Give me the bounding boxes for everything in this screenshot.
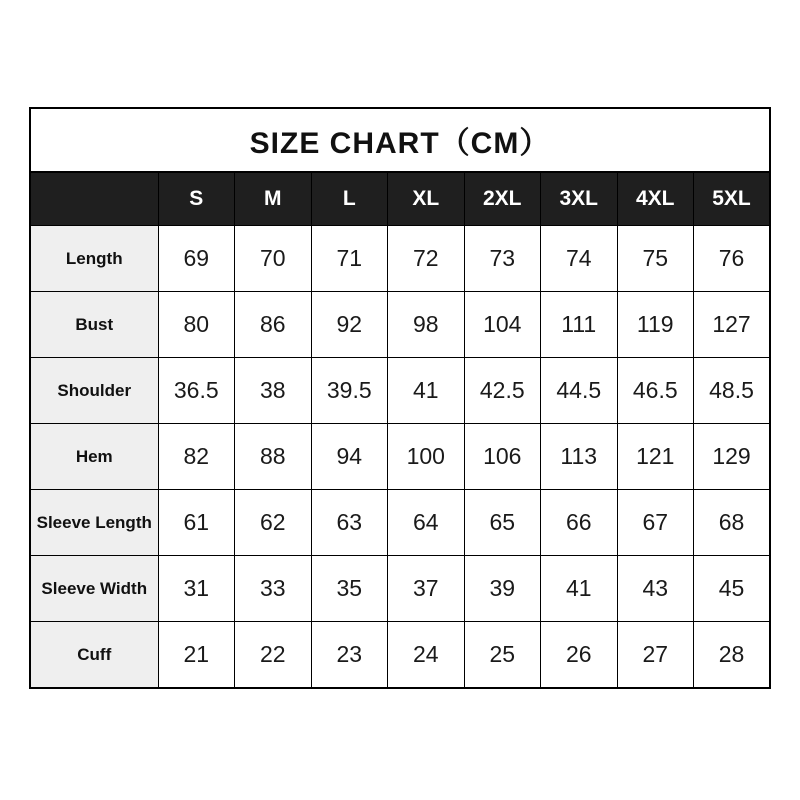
value-cell: 119 bbox=[617, 292, 694, 358]
value-cell: 35 bbox=[311, 556, 388, 622]
table-row bbox=[30, 424, 770, 490]
value-cell: 62 bbox=[235, 490, 312, 556]
value-cell: 66 bbox=[541, 490, 618, 556]
value-cell: 28 bbox=[694, 622, 771, 689]
value-cell: 80 bbox=[158, 292, 235, 358]
size-header-cell: 4XL bbox=[617, 172, 694, 226]
value-cell: 39 bbox=[464, 556, 541, 622]
row-label: Sleeve Length bbox=[30, 490, 158, 556]
value-cell: 39.5 bbox=[311, 358, 388, 424]
size-header-row bbox=[30, 172, 770, 226]
value-cell: 76 bbox=[694, 226, 771, 292]
value-cell: 36.5 bbox=[158, 358, 235, 424]
value-cell: 25 bbox=[464, 622, 541, 689]
value-cell: 113 bbox=[541, 424, 618, 490]
value-cell: 64 bbox=[388, 490, 465, 556]
size-header-cell: 5XL bbox=[694, 172, 771, 226]
value-cell: 23 bbox=[311, 622, 388, 689]
value-cell: 41 bbox=[388, 358, 465, 424]
value-cell: 94 bbox=[311, 424, 388, 490]
value-cell: 72 bbox=[388, 226, 465, 292]
value-cell: 48.5 bbox=[694, 358, 771, 424]
row-label: Hem bbox=[30, 424, 158, 490]
value-cell: 61 bbox=[158, 490, 235, 556]
row-label: Bust bbox=[30, 292, 158, 358]
size-chart-body bbox=[30, 226, 770, 689]
value-cell: 129 bbox=[694, 424, 771, 490]
value-cell: 44.5 bbox=[541, 358, 618, 424]
value-cell: 106 bbox=[464, 424, 541, 490]
table-row bbox=[30, 622, 770, 689]
value-cell: 111 bbox=[541, 292, 618, 358]
size-header-cell: 3XL bbox=[541, 172, 618, 226]
size-header-cell: L bbox=[311, 172, 388, 226]
row-label: Length bbox=[30, 226, 158, 292]
value-cell: 33 bbox=[235, 556, 312, 622]
table-row bbox=[30, 226, 770, 292]
header-corner-cell bbox=[30, 172, 158, 226]
value-cell: 121 bbox=[617, 424, 694, 490]
value-cell: 82 bbox=[158, 424, 235, 490]
value-cell: 88 bbox=[235, 424, 312, 490]
value-cell: 127 bbox=[694, 292, 771, 358]
row-label: Shoulder bbox=[30, 358, 158, 424]
value-cell: 46.5 bbox=[617, 358, 694, 424]
value-cell: 92 bbox=[311, 292, 388, 358]
table-row bbox=[30, 292, 770, 358]
value-cell: 37 bbox=[388, 556, 465, 622]
value-cell: 98 bbox=[388, 292, 465, 358]
value-cell: 43 bbox=[617, 556, 694, 622]
value-cell: 26 bbox=[541, 622, 618, 689]
value-cell: 67 bbox=[617, 490, 694, 556]
value-cell: 38 bbox=[235, 358, 312, 424]
value-cell: 75 bbox=[617, 226, 694, 292]
size-header-cell: S bbox=[158, 172, 235, 226]
size-header-cell: XL bbox=[388, 172, 465, 226]
row-label: Sleeve Width bbox=[30, 556, 158, 622]
value-cell: 86 bbox=[235, 292, 312, 358]
value-cell: 27 bbox=[617, 622, 694, 689]
table-row bbox=[30, 358, 770, 424]
value-cell: 24 bbox=[388, 622, 465, 689]
value-cell: 104 bbox=[464, 292, 541, 358]
value-cell: 22 bbox=[235, 622, 312, 689]
value-cell: 73 bbox=[464, 226, 541, 292]
table-row bbox=[30, 490, 770, 556]
value-cell: 100 bbox=[388, 424, 465, 490]
value-cell: 70 bbox=[235, 226, 312, 292]
value-cell: 63 bbox=[311, 490, 388, 556]
value-cell: 68 bbox=[694, 490, 771, 556]
value-cell: 45 bbox=[694, 556, 771, 622]
value-cell: 71 bbox=[311, 226, 388, 292]
value-cell: 31 bbox=[158, 556, 235, 622]
page-title: SIZE CHART（CM） bbox=[30, 108, 770, 172]
size-chart-table bbox=[29, 107, 771, 689]
value-cell: 21 bbox=[158, 622, 235, 689]
table-row bbox=[30, 556, 770, 622]
row-label: Cuff bbox=[30, 622, 158, 689]
value-cell: 65 bbox=[464, 490, 541, 556]
size-header-cell: 2XL bbox=[464, 172, 541, 226]
size-header-cell: M bbox=[235, 172, 312, 226]
title-row bbox=[30, 108, 770, 172]
value-cell: 74 bbox=[541, 226, 618, 292]
value-cell: 41 bbox=[541, 556, 618, 622]
value-cell: 69 bbox=[158, 226, 235, 292]
value-cell: 42.5 bbox=[464, 358, 541, 424]
